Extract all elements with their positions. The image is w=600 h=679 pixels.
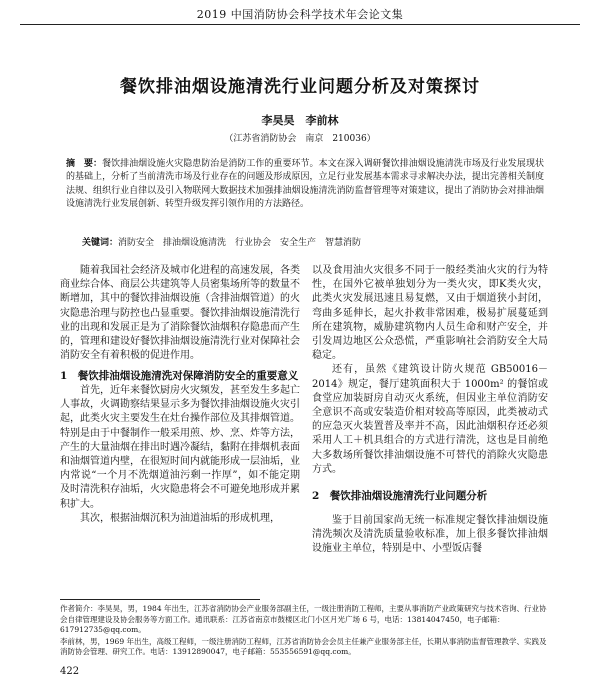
running-header: 2019 中国消防协会科学技术年会论文集 (196, 8, 404, 21)
footnote-author-2: 李前林，男，1969 年出生，高级工程师，一级注册消防工程师，江苏省消防协会会员主任兼产业服务部主任，长期从事消防监督管理教学、实践及消防协会管理、研究工作。电话：13912890047，电子邮箱：553556591@qq.com。 (60, 636, 547, 656)
keywords (82, 237, 542, 250)
abstract (66, 158, 544, 211)
footnote-author-1: 作者简介：李昊昊，男，1984 年出生，江苏省消防协会产业服务部副主任，一级注册消防工程师，主要从事消防产业政策研究与技术咨询、行业协会自律管理建设及协会服务等方面工作。通讯联系：江苏省南京市鼓楼区北门小区月光广场 6 号，电话：13814047450，电子邮箱：617912735@qq.com。 (60, 604, 547, 634)
keywords-label: 关键词： (82, 238, 119, 248)
page-number: 422 (60, 666, 80, 677)
abstract-label: 摘 要： (66, 159, 103, 169)
paragraph: 首先，近年来餐饮厨房火灾频发，甚至发生多起亡人事故，火调勘察结果显示多为餐饮排油烟设施火灾引起，此类火灾主要发生在灶台操作部位及其排烟管道。特别是由于中餐制作一般采用煎、炒、烹、炸等方法，产生的大量油烟在排出时遇冷凝结，黏附在排烟机表面和油烟管道内壁，在很短时间内就能形成一层油垢，业内常说“一个月不洗烟道油污剩一拃厚”，如不能定期及时清洗积存油垢，火灾隐患将会不可避免地形成并累积扩大。 (60, 384, 300, 510)
footnotes (60, 604, 550, 659)
paper-authors: 李昊昊 李前林 (261, 114, 339, 127)
body-left-column (60, 264, 300, 526)
paragraph: 还有，虽然《建筑设计防火规范 GB50016－2014》规定，餐厅建筑面积大于 1000m² 的餐馆或食堂应加装厨房自动灭火系统，但因业主单位消防安全意识不高或安装造价相对较高等原因，此类被动式的应急灭火装置普及率并不高，因此油烟积存还必须采用人工＋机具组合的方式进行清洗，这也是目前绝大多数场所餐饮排油烟设施不可替代的消除火灾隐患方式。 (312, 364, 548, 475)
header-divider (20, 24, 580, 25)
paper-affiliation: （江苏省消防协会 南京 210036） (224, 134, 376, 144)
body-right-column (312, 264, 548, 556)
paragraph: 其次，根据油烟沉积为油道油垢的形成机理， (80, 512, 280, 524)
paragraph: 随着我国社会经济及城市化进程的高速发展，各类商业综合体、商层公共建筑等人员密集场所等的数量不断增加，其中的餐饮排油烟设施（含排油烟管道）的火灾隐患治理与防控也凸显重要。餐饮排油烟设施清洗行业的出现和发展正是为了消除餐饮油烟积存隐患而产生的，管理和建设好餐饮排油烟设施清洗行业对保障社会消防安全有着积极的促进作用。 (60, 265, 300, 362)
keywords-text: 消防安全 排油烟设施清洗 行业协会 安全生产 智慧消防 (118, 238, 362, 248)
section-heading-1: 1 餐饮排油烟设施清洗对保障消防安全的重要意义 (60, 370, 299, 383)
paragraph: 以及食用油火灾很多不同于一般经类油火灾的行为特性，在国外它被单独划分为一类火灾，即K类火灾，此类火灾发展迅速且易复燃，又由于烟道狭小封闭，弯曲多延伸长，起火扑救非常困难，极易扩展蔓延到所在建筑物，威胁建筑物内人员生命和财产安全，并引发周边地区公众恐慌，严重影响社会消防安全大局稳定。 (312, 265, 548, 362)
section-heading-2: 2 餐饮排油烟设施清洗行业问题分析 (312, 490, 488, 503)
paragraph: 鉴于目前国家尚无统一标准规定餐饮排油烟设施清洗频次及清洗质量验收标准，加上很多餐饮排油烟设施业主单位，特别是中、小型饭店餐 (312, 514, 548, 554)
paper-title: 餐饮排油烟设施清洗行业问题分析及对策探讨 (120, 77, 480, 97)
footnote-divider (60, 599, 260, 600)
abstract-text: 餐饮排油烟设施火灾隐患防治是消防工作的重要环节。本文在深入调研餐饮排油烟设施清洗市场及行业发展现状的基础上，分析了当前清洗市场及行业存在的问题及形成原因，立足行业发展基本需求寻求解决办法，提出完善相关制度法规、组织行业自律以及引入物联网大数据技术加强排油烟设施清洗消防监督管理等对策建议，提出了消防协会对排油烟设施清洗行业发展创新、转型升级发挥引领作用的方法路径。 (66, 159, 544, 209)
